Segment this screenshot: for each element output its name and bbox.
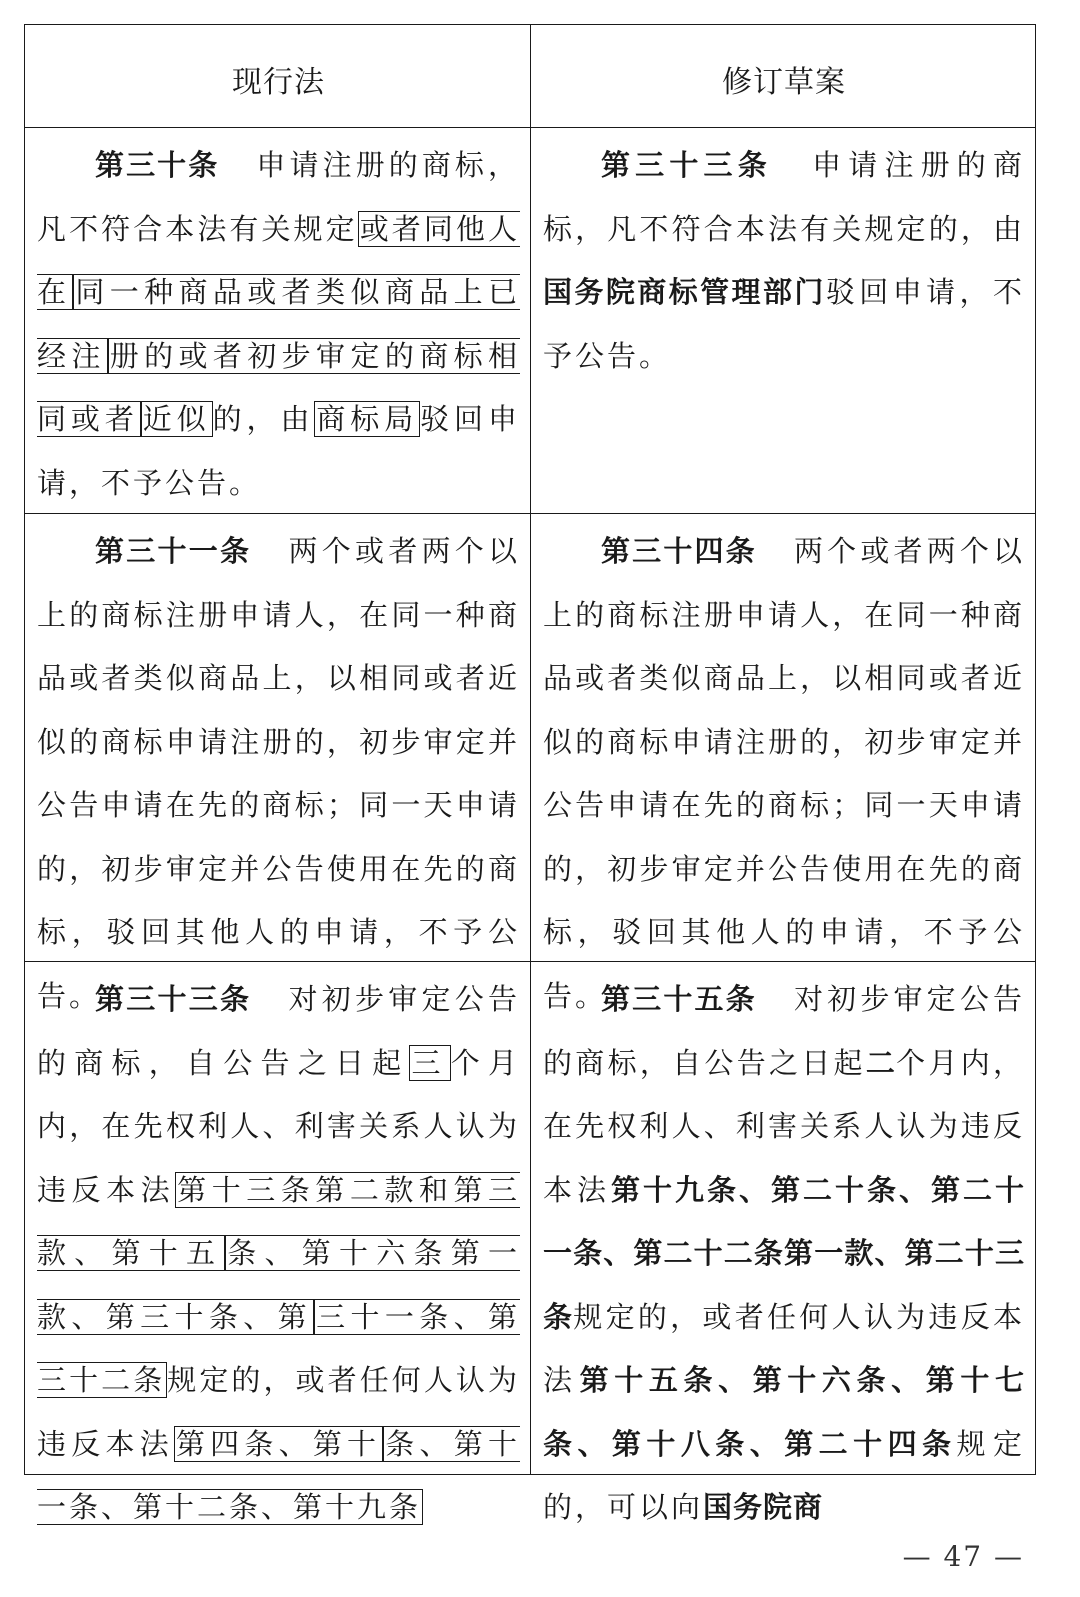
boxed-text: 第四条、第十: [175, 1426, 382, 1461]
boxed-text: 条、第十一条、第十二条、第十九条: [37, 1426, 520, 1524]
bold-text: 第三十五条: [601, 982, 757, 1016]
bold-text: 国务院商标管理部门: [543, 275, 826, 309]
page-number: [0, 1540, 1080, 1573]
bold-text: 国务院商: [703, 1490, 824, 1524]
table-row: [25, 128, 1035, 514]
page-number-text: — 47 —: [902, 1540, 1024, 1573]
boxed-text: 册的或者初步审定的商标相同或者: [37, 338, 520, 436]
article-text: [543, 968, 1025, 1540]
header-current-law: 现行法: [232, 65, 325, 100]
bold-text: 第十九条、第二十条、第二十一条、第二十二条第一款、第二十三条: [543, 1172, 1025, 1334]
bold-text: 第三十四条: [601, 534, 757, 568]
draft-cell: [530, 128, 1035, 513]
table-header-row: [25, 25, 1035, 128]
bold-text: 第三十三条: [95, 982, 252, 1016]
text-segment: 申请注册的商标，凡不符合本法有关规定: [37, 148, 520, 246]
text-segment: 申请注册的商标，凡不符合本法有关规定的，由: [543, 148, 1025, 246]
boxed-text: 商标局: [316, 402, 419, 436]
text-segment: 两个或者两个以上的商标注册申请人，在同一种商品或者类似商品上，以相同或者近似的商标申请注册的，初步审定并公告申请在先的商标；同一天申请的，初步审定并公告使用在先的商标，驳回其他人的申请，不予公告。: [37, 534, 520, 1013]
boxed-text: 第十三条第二款和第三款、第十五: [37, 1172, 520, 1270]
article-text: [543, 134, 1025, 388]
text-segment: 的，由: [212, 402, 315, 436]
bold-text: 第三十一条: [95, 534, 252, 568]
boxed-text: 或者同他人在: [37, 211, 520, 309]
text-segment: 对初步审定公告的商标，自公告之日起: [37, 982, 520, 1080]
article-text: [543, 520, 1025, 1028]
boxed-text: 三: [411, 1045, 449, 1080]
text-segment: 规定的，或者任何人认为违反本法: [37, 1363, 520, 1461]
text-segment: 对初步审定公告的商标，自公告之日起: [543, 982, 1025, 1080]
article-text: [37, 134, 520, 515]
boxed-text: 条、第十六条第一款、第三十条、第: [37, 1236, 520, 1334]
boxed-text: 同一种商品或者类似商品上已经注: [37, 275, 520, 373]
text-segment: 规定的，可以向: [543, 1426, 1025, 1524]
bold-text: 二: [865, 1045, 897, 1080]
comparison-table: [24, 24, 1036, 1524]
text-segment: 两个或者两个以上的商标注册申请人，在同一种商品或者类似商品上，以相同或者近似的商标申请注册的，初步审定并公告申请在先的商标；同一天申请的，初步审定并公告使用在先的商标，驳回其他人的申请，不予公告。: [543, 534, 1025, 1013]
text-segment: 个月内，在先权利人、利害关系人认为违反本法: [543, 1045, 1025, 1207]
boxed-text: 近似: [142, 402, 211, 436]
current-law-cell: [25, 128, 530, 513]
boxed-text: 三十一条、第三十二条: [37, 1299, 520, 1397]
text-segment: 驳回申请，不予公告。: [37, 402, 520, 500]
bold-text: 第十五条、第十六条、第十七条、第十八条、第二十四条: [543, 1363, 1025, 1461]
text-segment: 个月内，在先权利人、利害关系人认为违反本法: [37, 1045, 520, 1207]
table-row: [25, 962, 1035, 1524]
text-segment: 驳回申请，不予公告。: [543, 275, 1025, 373]
article-text: [37, 968, 520, 1540]
draft-cell: [530, 962, 1035, 1524]
article-text: [37, 520, 520, 1028]
bold-text: 第三十三条: [601, 148, 772, 182]
text-segment: 规定的，或者任何人认为违反本法: [543, 1299, 1025, 1397]
header-revision-draft: 修订草案: [530, 25, 1035, 127]
current-law-cell: [25, 962, 530, 1524]
bold-text: 第三十条: [95, 148, 220, 182]
